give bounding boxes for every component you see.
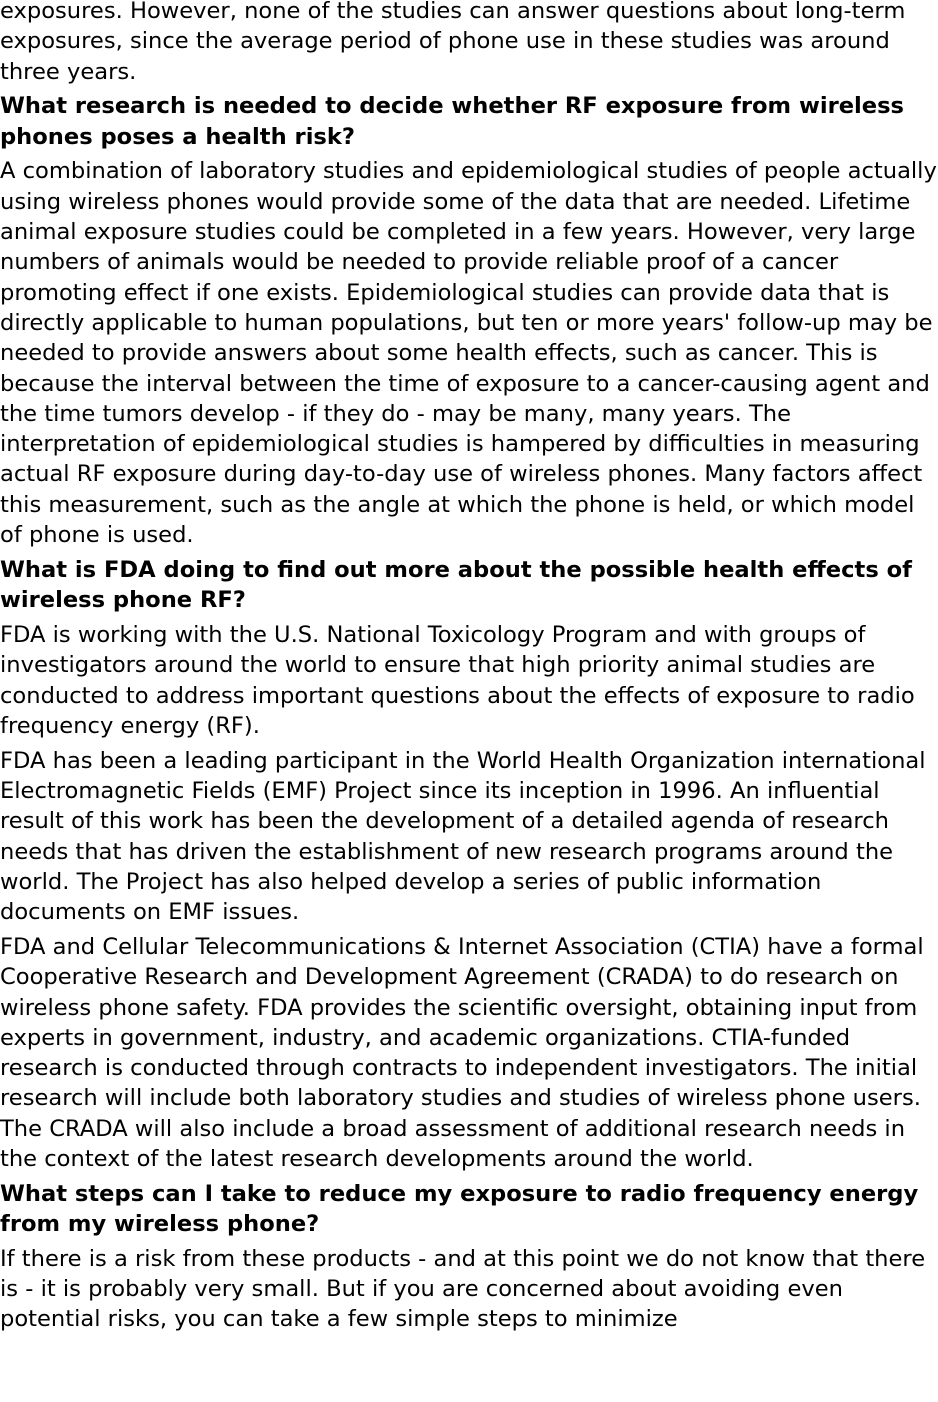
heading-reduce-exposure: What steps can I take to reduce my exposure to radio frequency energy from my wireless phone? [0, 1180, 919, 1238]
paragraph-long-term-exposures: exposures. However, none of the studies can answer questions about long-term exposures, since the average period of phone use in these studies was around three years. [0, 0, 906, 85]
heading-fda-research: What is FDA doing to find out more about the possible health effects of wireless phone RF? [0, 556, 912, 614]
paragraph-risk-small: If there is a risk from these products - and at this point we do not know that there is - it is probably very small. But if you are concerned about avoiding even potential risks, you can take a few simple steps to minimize [0, 1245, 926, 1333]
paragraph-who-emf-project: FDA has been a leading participant in the World Health Organization international Electromagnetic Fields (EMF) Project since its inception in 1996. An influential result of this work has been the development of a detailed agenda of research needs that has driven the establishment of new research programs around the world. The Project has also helped develop a series of public information documents on EMF issues. [0, 747, 926, 926]
heading-research-needed: What research is needed to decide whether RF exposure from wireless phones poses a health risk? [0, 93, 905, 150]
paragraph-national-toxicology-program: FDA is working with the U.S. National Toxicology Program and with groups of investigators around the world to ensure that high priority animal studies are conducted to address important questions about the effects of exposure to radio frequency energy (RF). [0, 621, 915, 739]
paragraph-combination-of-studies: A combination of laboratory studies and epidemiological studies of people actually using wireless phones would provide some of the data that are needed. Lifetime animal exposure studies could be completed in a few years. However, very large numbers of animals would be needed to provide reliable proof of a cancer promoting effect if one exists. Epidemiological studies can provide data that is directly applicable to human populations, but ten or more years' follow-up may be needed to provide answers about some health effects, such as cancer. This is because the interval between the time of exposure to a cancer-causing agent and the time tumors develop - if they do - may be many, many years. The interpretation of epidemiological studies is hampered by difficulties in measuring actual RF exposure during day-to-day use of wireless phones. Many factors affect this measurement, such as the angle at which the phone is held, or which model of phone is used. [0, 158, 937, 549]
paragraph-ctia-crada: FDA and Cellular Telecommunications & Internet Association (CTIA) have a formal Cooperative Research and Development Agreement (CRADA) to do research on wireless phone safety. FDA provides the scientific oversight, obtaining input from experts in government, industry, and academic organizations. CTIA-funded research is conducted through contracts to independent investigators. The initial research will include both laboratory studies and studies of wireless phone users. The CRADA will also include a broad assessment of additional research needs in the context of the latest research developments around the world. [0, 933, 924, 1172]
